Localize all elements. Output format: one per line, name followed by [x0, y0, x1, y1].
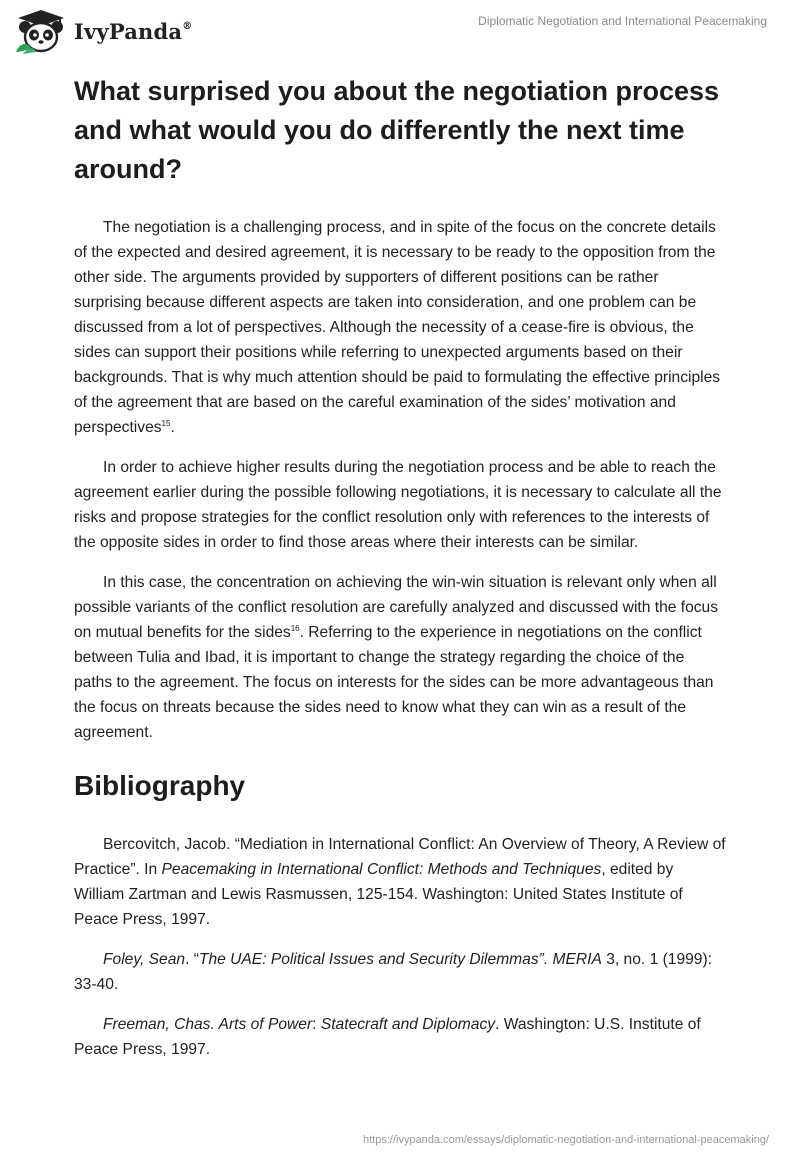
paragraph-3: In this case, the concentration on achieving the win-win situation is relevant only when all possible variants of the conflict resolution are carefully analyzed and discussed with the focus on mutual benefits for the sides$^{16}$. Referring to the experience in negotiations on the conflict between Tulia and Ibad, it is important to change the strategy regarding the choice of the paths to the agreement. The focus on interests for the sides can be more advantageous than the focus on threats because the sides need to know what they can win as a result of the agreement.: [74, 574, 719, 741]
footnote-ref-16[interactable]: 16: [290, 623, 300, 633]
bibliography-entry: Foley, Sean. “The UAE: Political Issues and Security Dilemmas”. MERIA 3, no. 1 (1999): 33-40.: [74, 951, 712, 993]
source-url[interactable]: https://ivypanda.com/essays/diplomatic-negotiation-and-international-peacemaking/: [362, 1134, 769, 1146]
essay-content: [74, 72, 726, 1077]
footnote-ref-15[interactable]: 15: [161, 418, 171, 428]
document-title: Diplomatic Negotiation and International Peacemaking: [478, 14, 767, 28]
bibliography-heading: Bibliography: [74, 770, 246, 801]
logo-wordmark: IvyPanda®: [74, 18, 193, 44]
page-header: [0, 0, 800, 60]
paragraph-2: In order to achieve higher results during the negotiation process and be able to reach the agreement earlier during the possible following negotiations, it is necessary to calculate all the risks and propose strategies for the conflict resolution only with references to the interests of the opposite sides in order to find those areas where their interests can be similar.: [74, 459, 722, 551]
paragraph-1: The negotiation is a challenging process, and in spite of the focus on the concrete details of the expected and desired agreement, it is necessary to be ready to the opposition from the other side. The arguments provided by supporters of different positions can be rather surprising because different aspects are taken into consideration, and one problem can be discussed from a lot of perspectives. Although the necessity of a cease-fire is obvious, the sides can support their positions while referring to unexpected arguments based on their backgrounds. That is why much attention should be paid to formulating the effective principles of the agreement that are based on the careful examination of the sides’ motivation and perspectives$^{15}$.: [74, 219, 721, 436]
bibliography-entry: Freeman, Chas. Arts of Power: Statecraft and Diplomacy. Washington: U.S. Institute of Peace Press, 1997.: [74, 1016, 701, 1058]
panda-graduate-icon: [14, 8, 68, 54]
registered-mark: ®: [182, 20, 193, 32]
question-heading: What surprised you about the negotiation process and what would you do differently the next time around?: [74, 76, 720, 184]
logo[interactable]: [14, 8, 192, 54]
bibliography-entry: Bercovitch, Jacob. “Mediation in International Conflict: An Overview of Theory, A Review of Practice”. In Peacemaking in International Conflict: Methods and Techniques, edited by William Zartman and Lewis Rasmussen, 125-154. Washington: United States Institute of Peace Press, 1997.: [74, 836, 726, 928]
